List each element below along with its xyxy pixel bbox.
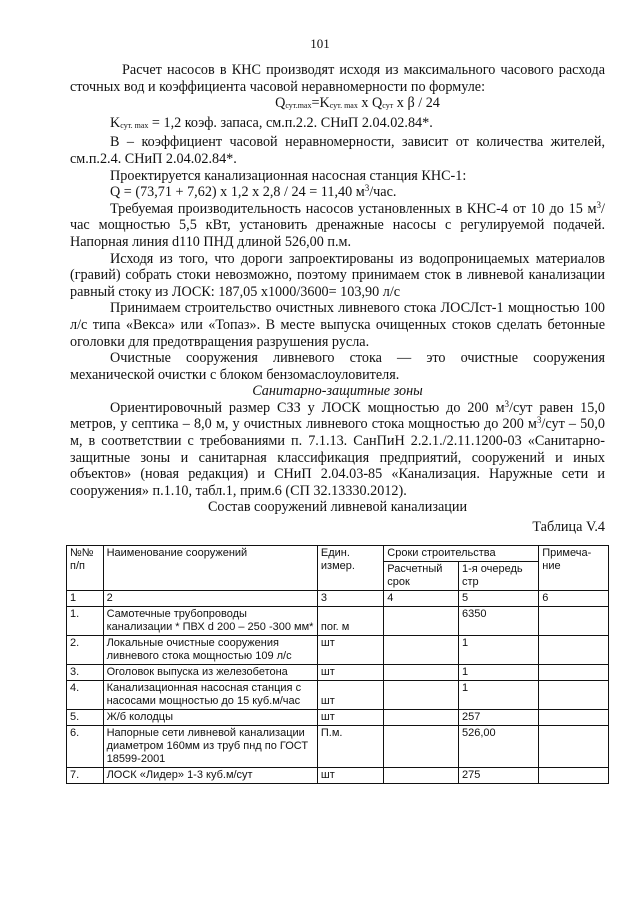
row-unit: шт [317,710,383,726]
header-terms: Сроки строительства [384,546,539,562]
page-number: 101 [310,36,330,51]
row-first: 1 [459,665,539,681]
header-num: №№ п/п [67,546,104,591]
colnum-cell: 6 [539,591,609,607]
table-row [67,665,609,681]
row-calc [384,607,459,636]
colnum-cell: 2 [103,591,317,607]
table-header-row [67,546,609,562]
header-note: Примеча-ние [539,546,609,591]
row-name: ЛОСК «Лидер» 1-3 куб.м/сут [103,768,317,784]
header-calc: Расчетный срок [384,562,459,591]
table-row [67,681,609,710]
row-name: Ж/б колодцы [103,710,317,726]
row-num: 1. [67,607,104,636]
row-note [539,665,609,681]
table-caption: Состав сооружений ливневой канализации [207,499,468,516]
row-first: 526,00 [459,726,539,768]
row-num: 7. [67,768,104,784]
row-calc [384,665,459,681]
row-num: 6. [67,726,104,768]
row-first: 1 [459,636,539,665]
table-row [67,726,609,768]
paragraph-pump-calc: Расчет насосов в КНС производят исходя из максимального часового расхода сточных вод и коэффициента часовой неравномерности по формуле: [70,62,605,95]
table-colnum-row [67,591,609,607]
row-first: 6350 [459,607,539,636]
row-note [539,710,609,726]
colnum-cell: 4 [384,591,459,607]
row-note [539,636,609,665]
colnum-cell: 3 [317,591,383,607]
table-label: Таблица V.4 [532,519,605,536]
q-calculation: Q = (73,71 + 7,62) х 1,2 х 2,8 / 24 = 11,40 $м^3$/час. [110,183,397,201]
row-calc [384,726,459,768]
structures-table [66,545,609,784]
paragraph-szz: Ориентировочный размер СЗЗ у ЛОСК мощностью до 200 $м^3$/сут равен 15,0 метров, у септика – 8,0 м, у очистных ливневого стока мощностью до 200 $м^3$/сут – 50,0 м, в соответствии с требованиями п. 7.1.13. СанПиН 2.2.1./2.11.1200-03 «Санитарно-защитные зоны и санитарная классификация предприятий, сооружений и иных объектов» (новая редакция) и СНиП 2.04.03-85 «Канализация. Наружные сети и сооружения» п.1.10, табл.1, прим.6 (СП 32.13330.2012). [70,398,605,499]
table-row [67,636,609,665]
row-unit: П.м. [317,726,383,768]
formula: $Q_{сут.max}=K_{сут. max}$ x $Q_{сут}$ x β / 24 [275,95,440,112]
colnum-cell: 1 [67,591,104,607]
row-num: 5. [67,710,104,726]
paragraph-construction: Принимаем строительство очистных ливневого стока ЛОСЛст-1 мощностью 100 л/с типа «Векса» или «Топаз». В месте выпуска очищенных стоков сделать бетонные оголовки для предотвращения разрушения русла. [70,300,605,350]
row-first: 1 [459,681,539,710]
table-row [67,710,609,726]
row-calc [384,681,459,710]
header-unit: Един. измер. [317,546,383,591]
row-note [539,726,609,768]
paragraph-performance: Требуемая производительность насосов установленных в КНС-4 от 10 до 15 $м^3$/час мощностью 5,5 кВт, установить дренажные насосы с регулируемой подачей. Напорная линия d110 ПНД длиной 526,00 п.м. [70,199,605,250]
paragraph-kns: Проектируется канализационная насосная станция КНС-1: [110,167,467,184]
row-name: Самотечные трубопроводы канализации * ПВХ d 200 – 250 -300 мм* [103,607,317,636]
row-name: Канализационная насосная станция с насосами мощностью до 15 куб.м/час [103,681,317,710]
row-name: Оголовок выпуска из железобетона [103,665,317,681]
row-calc [384,768,459,784]
row-num: 2. [67,636,104,665]
row-calc [384,710,459,726]
header-name: Наименование сооружений [103,546,317,591]
row-name: Локальные очистные сооружения ливневого стока мощностью 109 л/с [103,636,317,665]
section-title: Санитарно-защитные зоны [252,383,423,400]
row-num: 3. [67,665,104,681]
row-unit: пог. м [317,607,383,636]
row-note [539,768,609,784]
paragraph-beta: В – коэффициент часовой неравномерности, зависит от количества жителей, см.п.2.4. СНиП 2.04.02.84*. [70,134,605,167]
row-name: Напорные сети ливневой канализации диаметром 160мм из труб пнд по ГОСТ 18599-2001 [103,726,317,768]
paragraph-treatment: Очистные сооружения ливневого стока — это очистные сооружения механической очистки с блоком бензомаслоуловителя. [70,350,605,383]
paragraph-roads: Исходя из того, что дороги запроектированы из водопроницаемых материалов (гравий) собрать стоки невозможно, поэтому принимаем сток в ливневой канализации равный стоку из ЛОСК: 187,05 х1000/3600= 103,90 л/с [70,250,605,300]
document-body [70,62,605,536]
row-unit: шт [317,681,383,710]
table-row [67,607,609,636]
row-first: 257 [459,710,539,726]
row-note [539,607,609,636]
row-num: 4. [67,681,104,710]
row-calc [384,636,459,665]
table-row [67,768,609,784]
colnum-cell: 5 [459,591,539,607]
row-note [539,681,609,710]
k-definition: $K_{сут. max} = 1,2$ коэф. запаса, см.п.2.2. СНиП 2.04.02.84*. [110,114,433,131]
row-unit: шт [317,768,383,784]
header-first: 1-я очередь стр [459,562,539,591]
row-first: 275 [459,768,539,784]
row-unit: шт [317,636,383,665]
row-unit: шт [317,665,383,681]
